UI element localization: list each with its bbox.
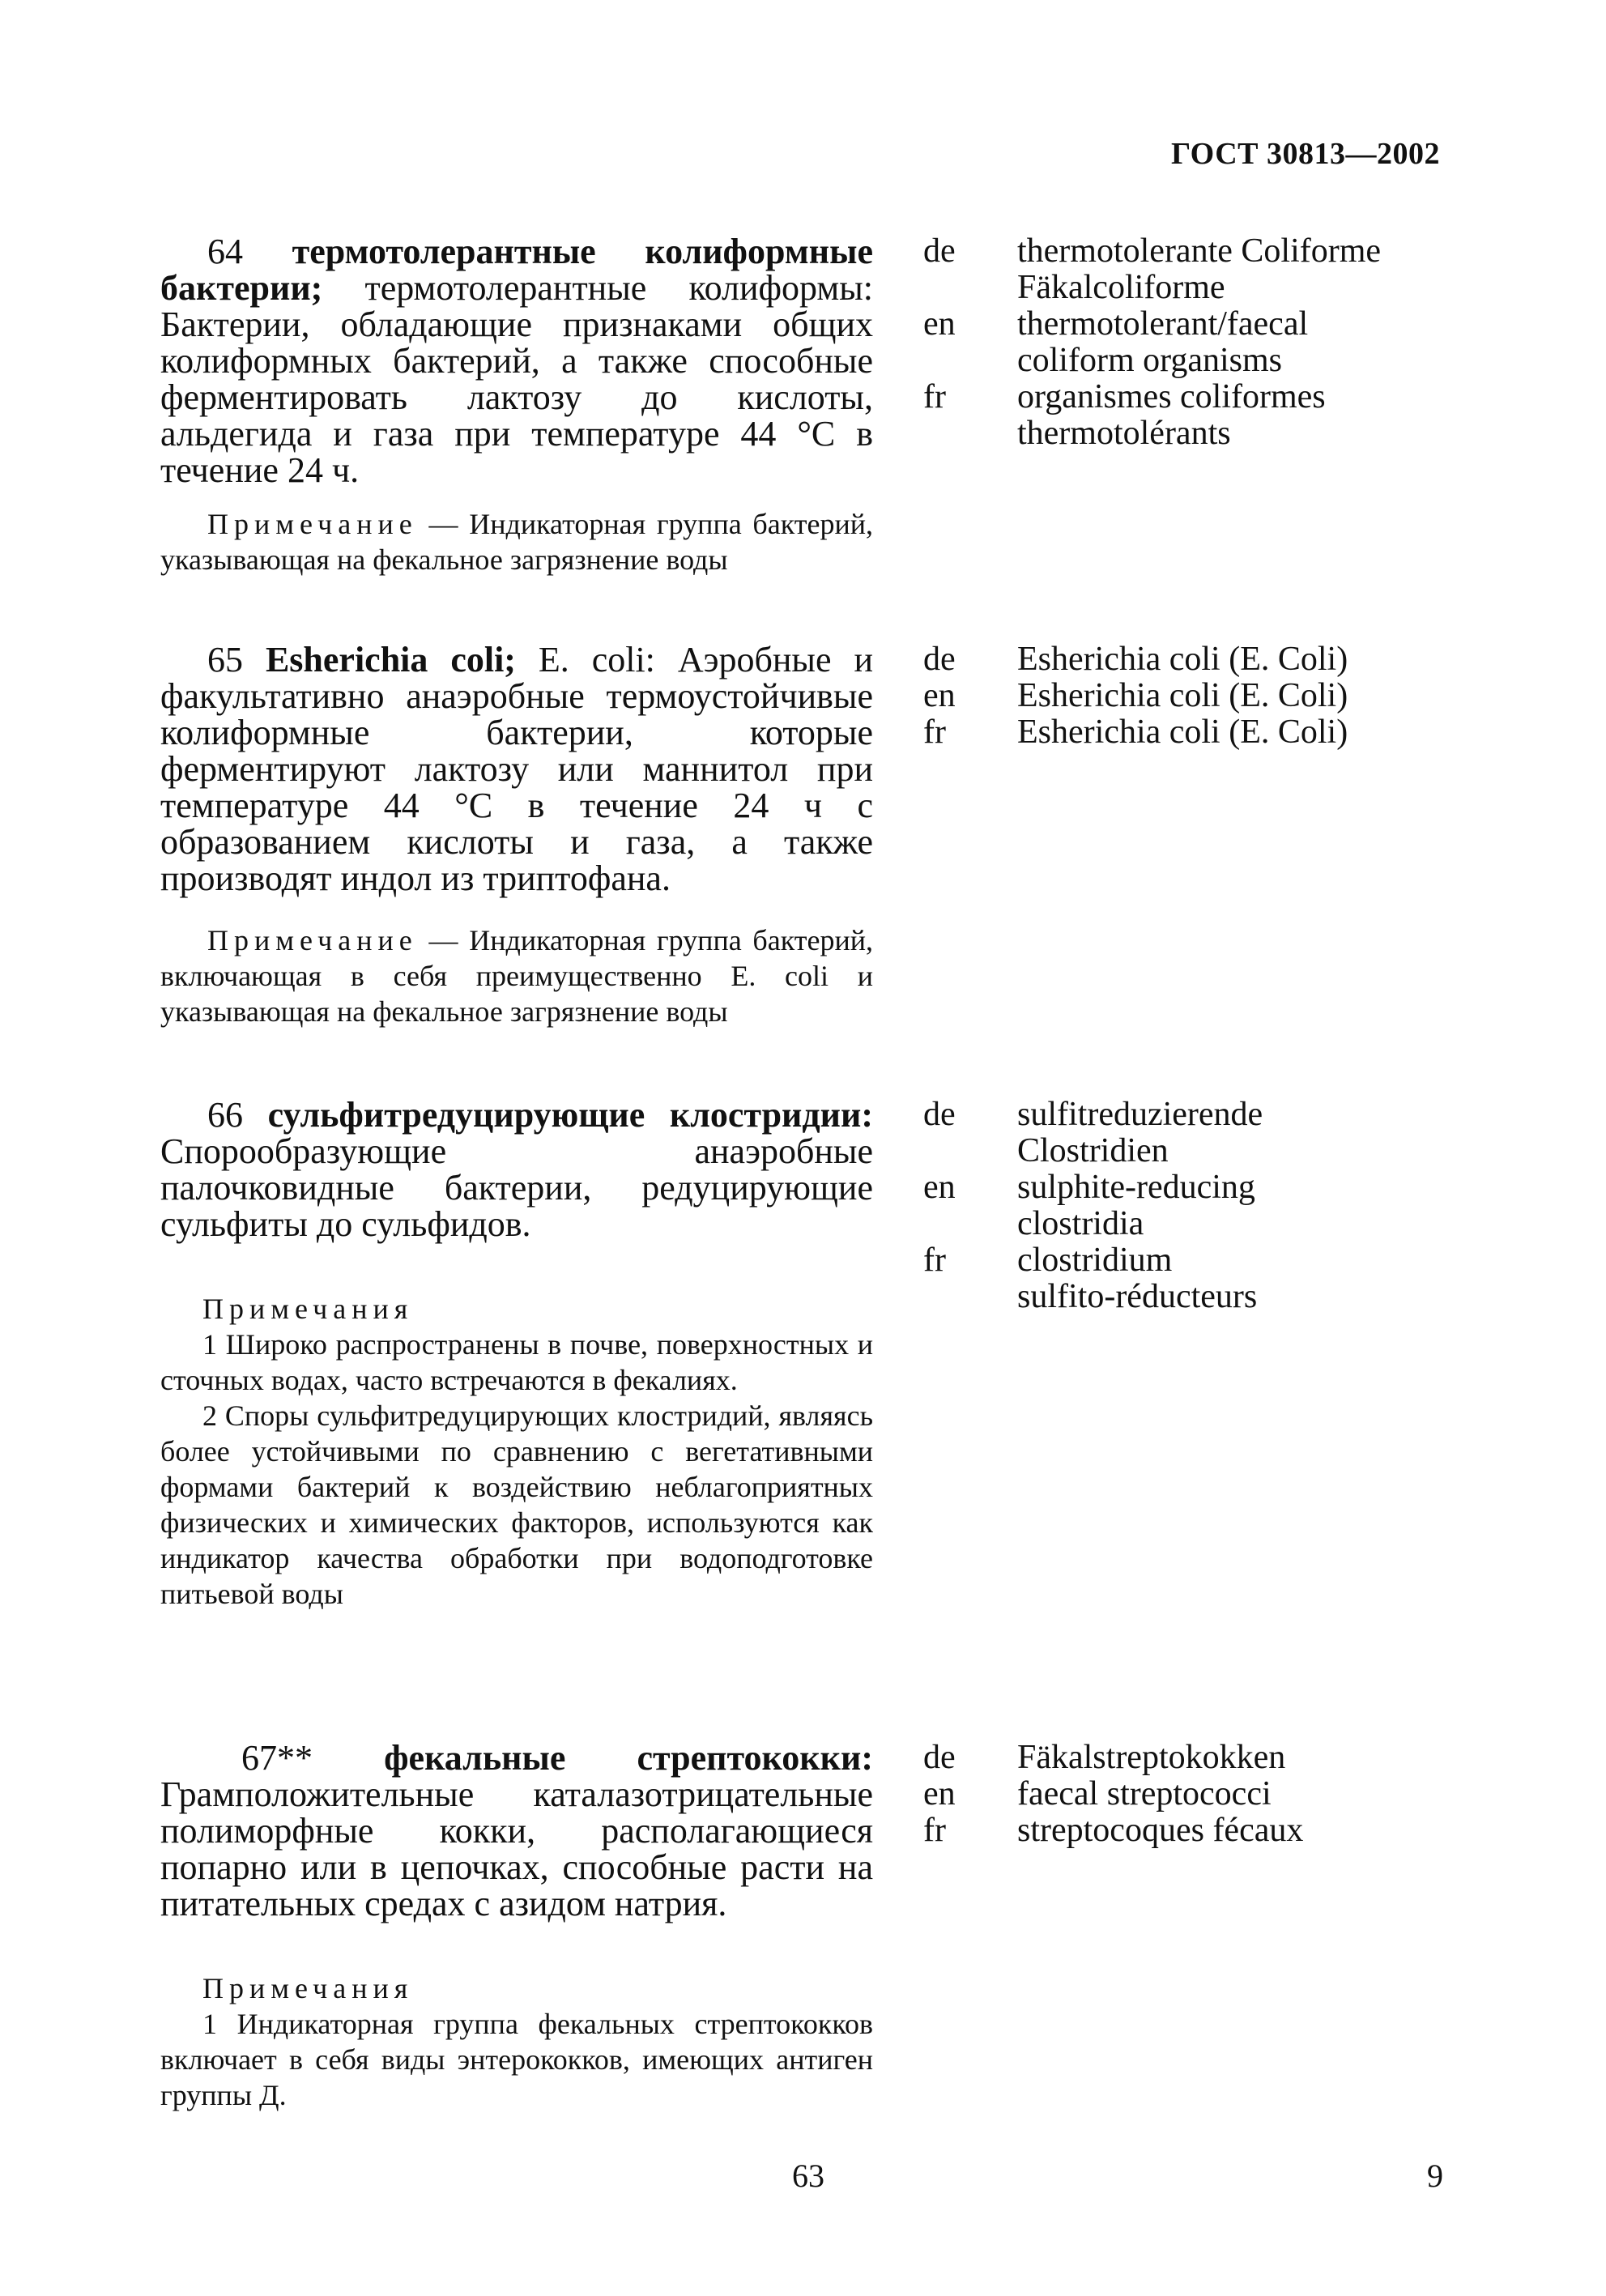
language-codes [923,641,1004,751]
translation-line: sulfitreduzierende [1017,1096,1263,1133]
lang-code: fr [923,714,946,751]
note-label: Примечание [207,924,418,956]
note-text: — Индикаторная группа бактерий, включающая в себя преимущественно E. coli и указывающая на фекальное загрязнение воды [160,924,873,1028]
translations [1017,233,1471,452]
term-number: 66 [207,1095,243,1135]
page-number-center: 63 [792,2158,824,2194]
translation-line: Fäkalcoliforme [1017,269,1225,306]
translation-line: clostridia [1017,1205,1144,1242]
notes-title: Примечания [202,1293,414,1325]
lang-code: de [923,641,956,678]
term-definition [160,1740,873,1922]
note-item: 1 Индикаторная группа фекальных стрептококков включает в себя виды энтерококков, имеющих антиген группы Д. [160,2008,873,2111]
lang-code: fr [923,1242,946,1279]
translation-line: thermotolerante Coliforme [1017,232,1382,270]
translation-line: thermotolerant/faecal [1017,305,1309,343]
note-label: Примечание [207,508,418,540]
page-header-standard: ГОСТ 30813—2002 [1170,137,1440,171]
translation-line: thermotolérants [1017,415,1231,452]
lang-code: fr [923,378,946,415]
term-definition-column [160,1740,873,2113]
translations [1017,641,1471,751]
lang-code: de [923,1739,956,1776]
translation-line: Fäkalstreptokokken [1017,1739,1286,1776]
term-title: Esherichia coli; [265,640,516,679]
translation-line: coliform organisms [1017,342,1283,379]
lang-code [923,1206,1004,1242]
translations [1017,1097,1471,1315]
translation-line: Esherichia coli (E. Coli) [1017,677,1348,714]
term-title: сульфитредуцирующие клостридии: [267,1095,874,1135]
note-item: 2 Споры сульфитредуцирующих клостридий, являясь более устойчивыми по сравнению с вегетативными формами бактерий к воздействию неблагоприятных физических и химических факторов, используются как индикатор качества обработки при водоподготовке питьевой воды [160,1399,873,1610]
lang-code [923,1279,1004,1315]
translation-line: faecal streptococci [1017,1775,1272,1813]
term-definition-text: E. coli: Аэробные и факультативно анаэробные термоустойчивые колиформные бактерии, которые ферментируют лактозу или маннитол при температуре 44 °С в течение 24 ч с образованием кислоты и газа, а также производят индол из триптофана. [160,640,873,898]
translation-line: Clostridien [1017,1132,1169,1169]
lang-code [923,343,1004,379]
lang-code: en [923,1775,956,1813]
lang-code: en [923,305,956,343]
term-definition [160,233,873,488]
term-definition-column [160,1097,873,1612]
note-item: 1 Широко распространены в почве, поверхностных и сточных водах, часто встречаются в фекалиях. [160,1328,873,1396]
lang-code [923,270,1004,306]
term-definition [160,641,873,897]
lang-code: de [923,232,956,270]
language-codes [923,1097,1004,1315]
translation-line: organismes coliformes [1017,378,1326,415]
lang-code: en [923,677,956,714]
translation-line: streptocoques fécaux [1017,1812,1304,1849]
translation-line: sulfito-réducteurs [1017,1278,1258,1315]
term-definition-text: Грамположительные каталазотрицательные полиморфные кокки, располагающиеся попарно или в цепочках, способные расти на питательных средах с азидом натрия. [160,1774,873,1923]
term-definition-column [160,641,873,1029]
translation-line: Esherichia coli (E. Coli) [1017,714,1348,751]
term-note [160,922,873,1029]
term-number: 65 [207,640,243,679]
lang-code [923,415,1004,452]
translation-line: sulphite-reducing [1017,1169,1255,1206]
term-definition-text: Спорообразующие анаэробные палочковидные бактерии, редуцирующие сульфиты до сульфидов. [160,1131,873,1244]
language-codes [923,1740,1004,1849]
term-title: термотолерантные колиформные бактерии; [160,232,873,308]
translation-line: Esherichia coli (E. Coli) [1017,641,1348,678]
term-note [160,506,873,577]
term-number: 64 [207,232,243,271]
note-text: — Индикаторная группа бактерий, указывающая на фекальное загрязнение воды [160,508,873,576]
translations [1017,1740,1471,1849]
term-number: 67** [241,1738,313,1778]
lang-code: de [923,1096,956,1133]
term-definition-text: термотолерантные колиформы: Бактерии, обладающие признаками общих колиформных бактерий, а также способные ферментировать лактозу до кислоты, альдегида и газа при температуре 44 °С в течение 24 ч. [160,268,873,490]
term-definition-column [160,233,873,577]
term-title: фекальные стрептококки: [384,1738,873,1778]
lang-code: en [923,1169,956,1206]
page-number-right: 9 [1427,2158,1443,2194]
term-definition [160,1097,873,1242]
language-codes [923,233,1004,452]
translation-line: clostridium [1017,1242,1173,1279]
lang-code [923,1133,1004,1169]
notes-title: Примечания [202,1972,414,2004]
lang-code: fr [923,1812,946,1849]
